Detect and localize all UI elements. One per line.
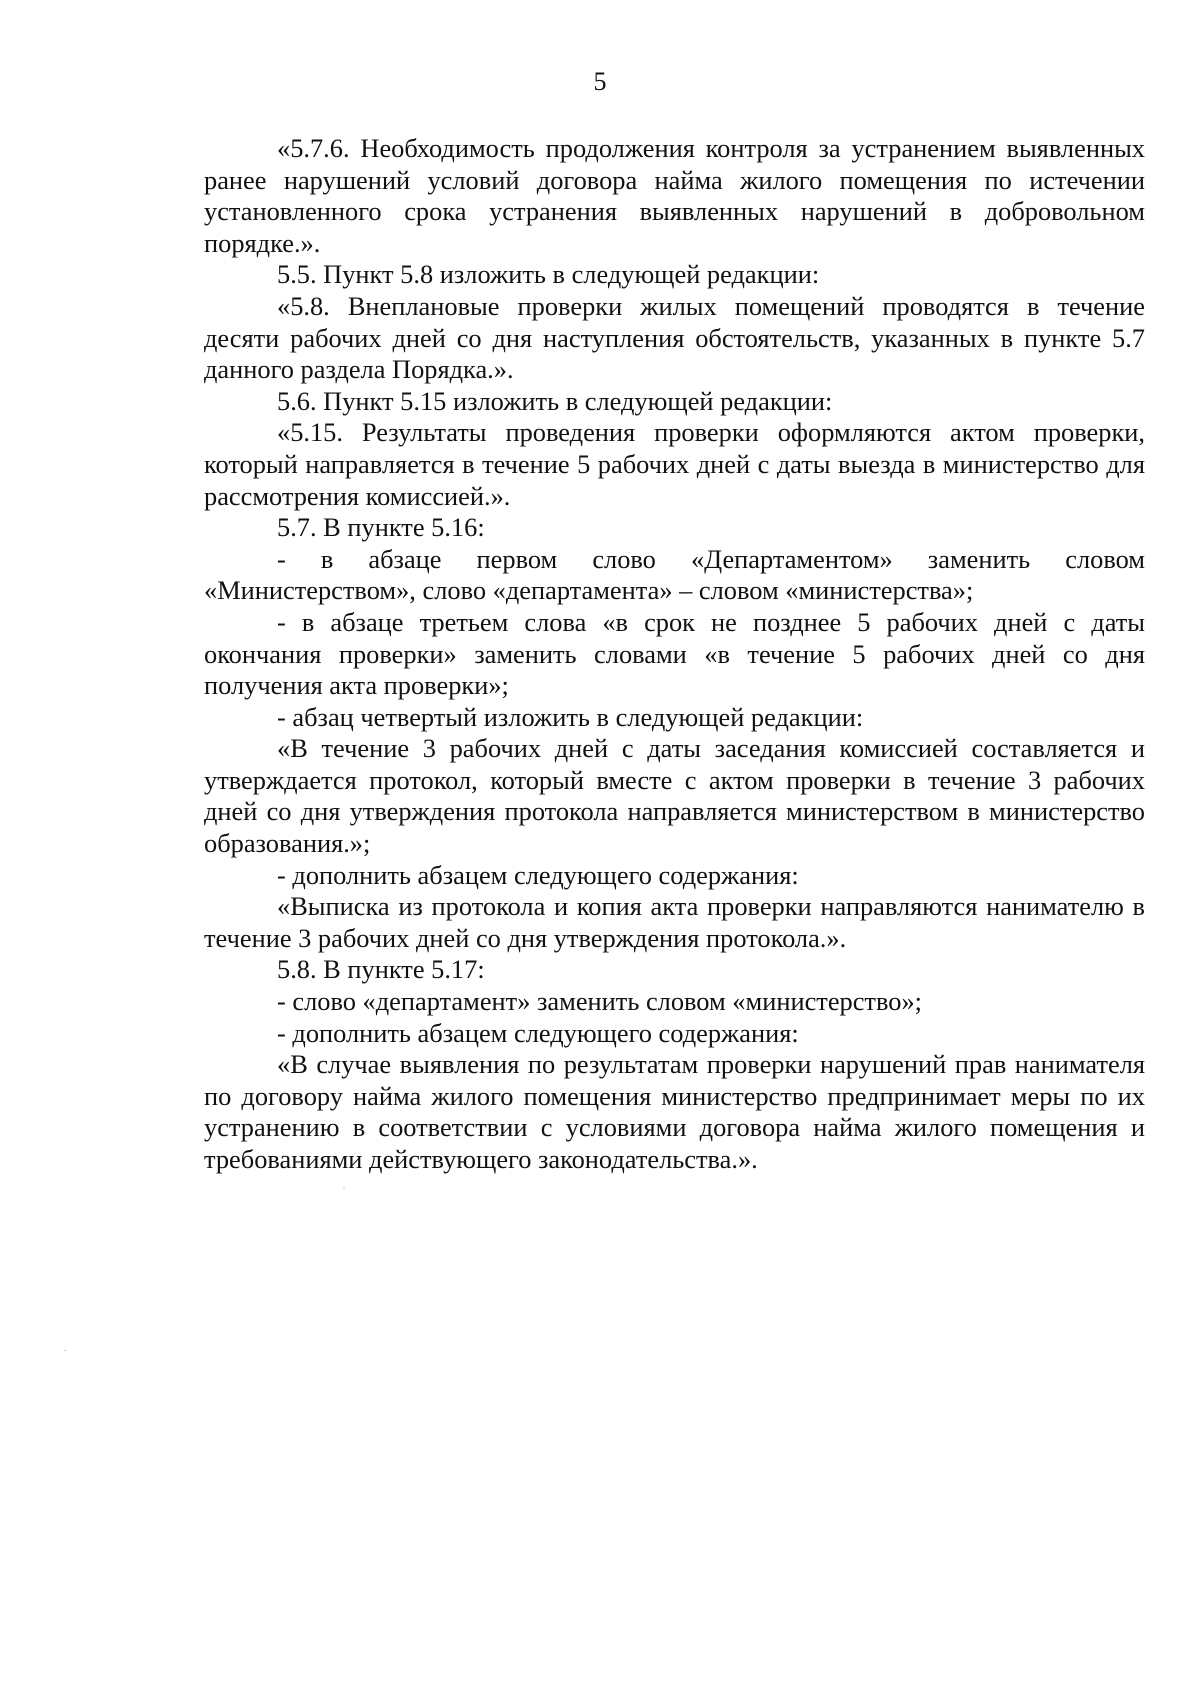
paragraph-quote-5-15: «5.15. Результаты проведения проверки оформляются актом проверки, который направляется в течение 5 рабочих дней с даты выезда в министерство для рассмотрения комиссией.». [204, 417, 1145, 511]
paragraph-quote-5-8: «5.8. Внеплановые проверки жилых помещений проводятся в течение десяти рабочих дней со дня наступления обстоятельств, указанных в пункте 5.7 данного раздела Порядка.». [204, 290, 1145, 385]
paragraph-dash-add-abzac-2: - дополнить абзацем следующего содержания: [277, 1017, 799, 1048]
paragraph-dash-add-abzac: - дополнить абзацем следующего содержания: [277, 859, 799, 890]
paragraph-item-5-8: 5.8. В пункте 5.17: [277, 954, 485, 985]
paragraph-item-5-6: 5.6. Пункт 5.15 изложить в следующей редакции: [277, 385, 833, 416]
document-body [204, 133, 1145, 1176]
paragraph-quote-violations: «В случае выявления по результатам проверки нарушений прав нанимателя по договору найма жилого помещения министерство предпринимает меры по их устранению в соответствии с условиями договора найма жилого помещения и требованиями действующего законодательства.». [204, 1049, 1145, 1174]
paragraph-dash-fourth-abzac: - абзац четвертый изложить в следующей редакции: [277, 701, 864, 732]
paragraph-item-5-7: 5.7. В пункте 5.16: [277, 512, 485, 543]
paragraph-item-5-5: 5.5. Пункт 5.8 изложить в следующей редакции: [277, 259, 820, 290]
scan-speck [343, 1187, 345, 1188]
paragraph-dash-word-replace: - слово «департамент» заменить словом «министерство»; [277, 986, 922, 1017]
paragraph-dash-third-abzac: - в абзаце третьем слова «в срок не позднее 5 рабочих дней с даты окончания проверки» заменить словами «в течение 5 рабочих дней со дня получения акта проверки»; [204, 606, 1145, 701]
paragraph-quote-protocol: «В течение 3 рабочих дней с даты заседания комиссией составляется и утверждается протокол, который вместе с актом проверки в течение 3 рабочих дней со дня утверждения протокола направляется министерством в министерство образования.»; [204, 733, 1145, 859]
scan-speck [64, 1350, 66, 1351]
paragraph-dash-first-abzac: - в абзаце первом слово «Департаментом» заменить словом «Министерством», слово «департамента» – словом «министерства»; [204, 543, 1145, 606]
paragraph-quote-5-7-6: «5.7.6. Необходимость продолжения контроля за устранением выявленных ранее нарушений условий договора найма жилого помещения по истечении установленного срока устранения выявленных нарушений в добровольном порядке.». [204, 133, 1145, 258]
paragraph-quote-extract: «Выписка из протокола и копия акта проверки направляются нанимателю в течение 3 рабочих дней со дня утверждения протокола.». [204, 891, 1145, 953]
page-number: 5 [593, 67, 607, 96]
